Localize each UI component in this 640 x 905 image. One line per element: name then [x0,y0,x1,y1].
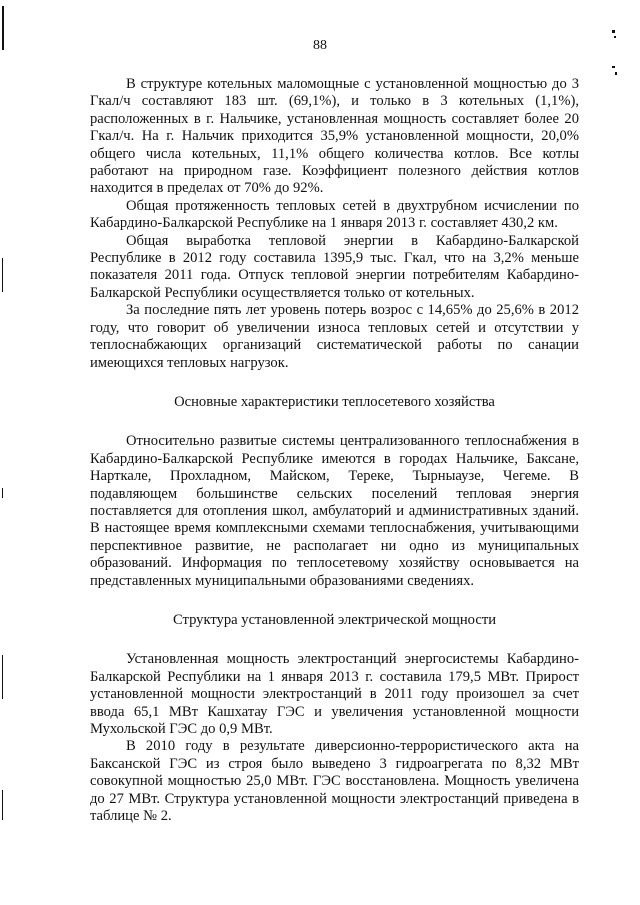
body-paragraph: За последние пять лет уровень потерь возрос с 14,65% до 25,6% в 2012 году, что говорит об увеличении износа тепловых сетей и отсутствии у теплоснабжающих организаций систематической работы по санации имеющихся тепловых нагрузок. [90,302,579,371]
scan-margin-mark [2,790,3,820]
page-number: 88 [313,38,327,53]
scan-margin-mark [2,488,3,498]
scan-speck [612,30,615,33]
body-paragraph: В структуре котельных маломощные с установленной мощностью до 3 Гкал/ч составляют 183 шт. (69,1%), и только в 3 котельных (1,1%), расположенных в г. Нальчике, установленная мощность составляет более 20 Гкал/ч. На г. Нальчик приходится 35,9% установленной мощности, 20,0% общего числа котельных, 11,1% общего количества котлов. Все котлы работают на природном газе. Коэффициент полезного действия котлов находится в пределах от 70% до 92%. [90,76,579,197]
body-paragraph: Общая выработка тепловой энергии в Кабардино-Балкарской Республике в 2012 году составила 1395,9 тыс. Гкал, что на 3,2% меньше показателя 2011 года. Отпуск тепловой энергии потребителям Кабардино-Балкарской Республики осуществляется только от котельных. [90,232,579,301]
section-gap [90,629,579,651]
scan-margin-mark [2,655,3,699]
scan-speck [615,72,617,75]
section-gap [90,372,579,394]
body-paragraph: Общая протяженность тепловых сетей в двухтрубном исчислении по Кабардино-Балкарской Республике на 1 января 2013 г. составляет 430,2 км. [90,197,579,232]
section-gap [90,411,579,433]
scan-margin-mark [2,258,3,292]
section-heading: Структура установленной электрической мощности [172,611,497,628]
body-paragraph: В 2010 году в результате диверсионно-террористического акта на Баксанской ГЭС из строя было выведено 3 гидроагрегата по 8,32 МВт совокупной мощностью 25,0 МВт. ГЭС восстановлена. Мощность увеличена до 27 МВт. Структура установленной мощности электростанций приведена в таблице № 2. [90,738,579,825]
section-heading: Основные характеристики теплосетевого хозяйства [174,393,495,410]
scan-speck [612,66,615,68]
body-paragraph: Установленная мощность электростанций энергосистемы Кабардино-Балкарской Республики на 1 января 2013 г. составила 179,5 МВт. Прирост установленной мощности электростанций в 2011 году произошел за счет ввода 65,1 МВт Кашхатау ГЭС и увеличения установленной мощности Мухольской ГЭС до 0,9 МВт. [90,651,579,737]
body-paragraph: Относительно развитые системы централизованного теплоснабжения в Кабардино-Балкарской Республике имеются в городах Нальчике, Баксане, Нарткале, Прохладном, Майском, Тереке, Тырныаузе, Чегеме. В подавляющем большинстве сельских поселений тепловая энергия поставляется для отопления школ, амбулаторий и административных зданий. В настоящее время комплексными схемами теплоснабжения, учитывающими перспективное развитие, не располагает ни одно из муниципальных образований. Информация по теплосетевому хозяйству основывается на представленных муниципальными образованиями сведениях. [90,433,579,589]
document-body [90,76,579,825]
section-gap [90,590,579,612]
